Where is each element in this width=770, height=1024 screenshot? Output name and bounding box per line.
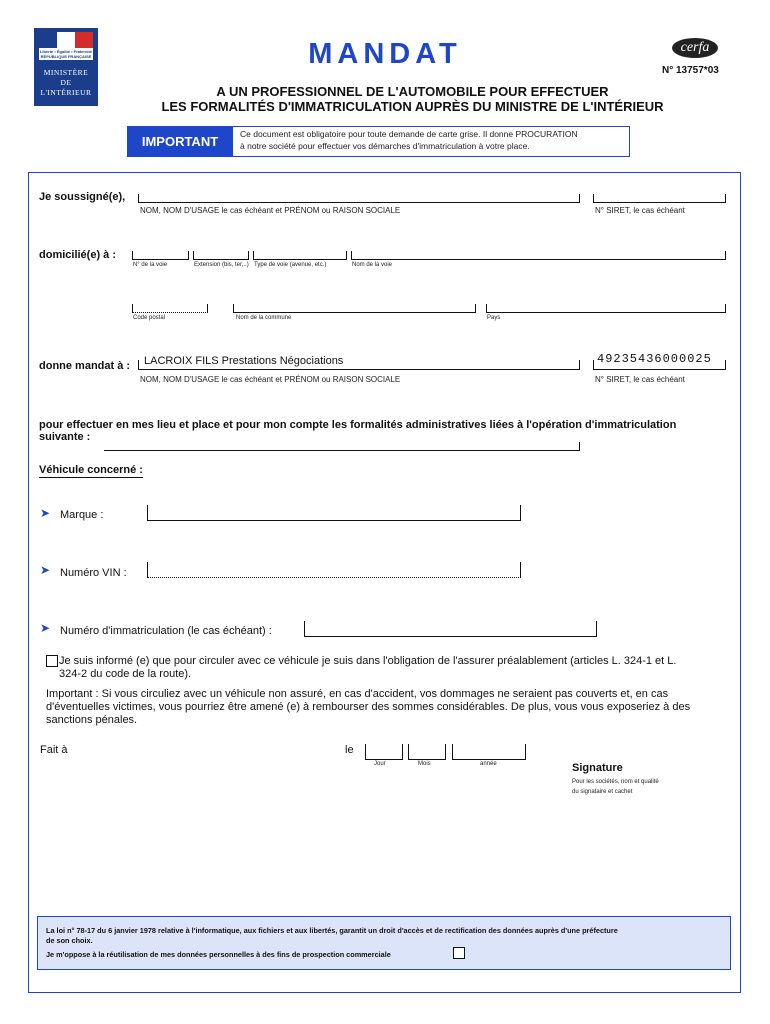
mois-field[interactable] bbox=[408, 744, 446, 760]
marque-label: Marque : bbox=[60, 509, 104, 521]
jour-caption: Jour bbox=[374, 761, 386, 767]
code-postal-field[interactable] bbox=[132, 304, 208, 313]
immat-arrow-icon: ➤ bbox=[40, 621, 51, 635]
immat-label: Numéro d'immatriculation (le cas échéant) : bbox=[60, 625, 272, 637]
vehicule-heading: Véhicule concerné : bbox=[39, 464, 143, 476]
annee-field[interactable] bbox=[452, 744, 526, 760]
operation-field[interactable] bbox=[104, 442, 580, 451]
assurance-warning: Important : Si vous circuliez avec un véhicule non assuré, en cas d'accident, vos dommages ne seraient pas couverts et, en cas d'éventuelles victimes, vous pourriez être amené (e) à rembourser des sommes considérables. De plus, vous vous exposeriez à des sanctions pénales. bbox=[46, 688, 691, 726]
jour-field[interactable] bbox=[365, 744, 403, 760]
soussigne-siret-field[interactable] bbox=[593, 194, 726, 203]
page-title: MANDAT bbox=[308, 38, 462, 70]
voie-name-caption: Nom de la voie bbox=[352, 262, 393, 268]
important-text: Ce document est obligatoire pour toute demande de carte grise. Il donne PROCURATION à notre société pour effectuer vos démarches d'immatriculation à votre place. bbox=[240, 129, 578, 151]
opposition-checkbox[interactable] bbox=[453, 947, 465, 959]
annee-caption: année bbox=[480, 761, 497, 767]
voie-type-field[interactable] bbox=[253, 251, 347, 260]
vin-label: Numéro VIN : bbox=[60, 567, 127, 579]
signature-label: Signature bbox=[572, 762, 623, 774]
cerfa-logo: cerfa bbox=[672, 38, 718, 58]
opposition-text: Je m'oppose à la réutilisation de mes données personnelles à des fins de prospection commerciale bbox=[46, 950, 391, 959]
pays-caption: Pays bbox=[487, 315, 501, 321]
soussigne-name-caption: NOM, NOM D'USAGE le cas échéant et PRÉNOM ou RAISON SOCIALE bbox=[140, 206, 401, 215]
operation-text: pour effectuer en mes lieu et place et pour mon compte les formalités administratives liées à l'opération d'immatriculation suivante : bbox=[39, 419, 677, 443]
cnil-text: La loi n° 78-17 du 6 janvier 1978 relative à l'informatique, aux fichiers et aux libertés, garantit un droit d'accès et de rectification des données auprès d'une préfecture de son choix. bbox=[46, 926, 618, 945]
soussigne-siret-caption: N° SIRET, le cas échéant bbox=[595, 206, 685, 215]
page-subtitle: A UN PROFESSIONNEL DE L'AUTOMOBILE POUR EFFECTUER LES FORMALITÉS D'IMMATRICULATION AUPRÈS DU MINISTRE DE L'INTÉRIEUR bbox=[161, 84, 664, 114]
voie-number-caption: N° de la voie bbox=[133, 262, 168, 268]
marque-field[interactable] bbox=[147, 505, 521, 521]
domicile-label: domicilié(e) à : bbox=[39, 249, 117, 261]
pays-field[interactable] bbox=[486, 304, 726, 313]
mandat-label: donne mandat à : bbox=[39, 360, 131, 372]
mois-caption: Mois bbox=[418, 761, 431, 767]
important-label: IMPORTANT bbox=[127, 126, 233, 157]
immat-field[interactable] bbox=[304, 621, 597, 637]
commune-field[interactable] bbox=[233, 304, 476, 313]
vin-field[interactable] bbox=[147, 562, 521, 578]
assurance-text: Je suis informé (e) que pour circuler avec ce véhicule je suis dans l'obligation de l'assurer préalablement (articles L. 324-1 et L. 324-2 du code de la route). bbox=[59, 655, 677, 680]
vin-arrow-icon: ➤ bbox=[40, 563, 51, 577]
le-label: le bbox=[345, 744, 354, 756]
soussigne-name-field[interactable] bbox=[138, 194, 580, 203]
fait-a-label: Fait à bbox=[40, 744, 68, 756]
ministry-name: MINISTÈRE DE L'INTÉRIEUR bbox=[40, 68, 92, 97]
mandataire-name-caption: NOM, NOM D'USAGE le cas échéant et PRÉNOM ou RAISON SOCIALE bbox=[140, 375, 401, 384]
signature-note: Pour les sociétés, nom et qualité du signataire et cachet bbox=[572, 779, 659, 795]
code-postal-caption: Code postal bbox=[133, 315, 166, 321]
marque-arrow-icon: ➤ bbox=[40, 506, 51, 520]
mandataire-siret-value: 49235436000025 bbox=[597, 352, 712, 366]
soussigne-label: Je soussigné(e), bbox=[39, 191, 126, 203]
mandataire-siret-caption: N° SIRET, le cas échéant bbox=[595, 375, 685, 384]
voie-extension-caption: Extension (bis, ter,..) bbox=[194, 262, 249, 268]
logo-motto: Liberté • Égalité • Fraternité RÉPUBLIQUE FRANÇAISE bbox=[39, 49, 93, 59]
cerfa-number: N° 13757*03 bbox=[662, 65, 719, 76]
assurance-checkbox[interactable] bbox=[46, 655, 58, 667]
voie-type-caption: Type de voie (avenue, etc.) bbox=[254, 262, 327, 268]
voie-name-field[interactable] bbox=[351, 251, 726, 260]
voie-number-field[interactable] bbox=[132, 251, 189, 260]
commune-caption: Nom de la commune bbox=[236, 315, 292, 321]
voie-extension-field[interactable] bbox=[193, 251, 249, 260]
signature-area[interactable] bbox=[572, 800, 722, 900]
mandataire-name-value: LACROIX FILS Prestations Négociations bbox=[144, 355, 344, 367]
